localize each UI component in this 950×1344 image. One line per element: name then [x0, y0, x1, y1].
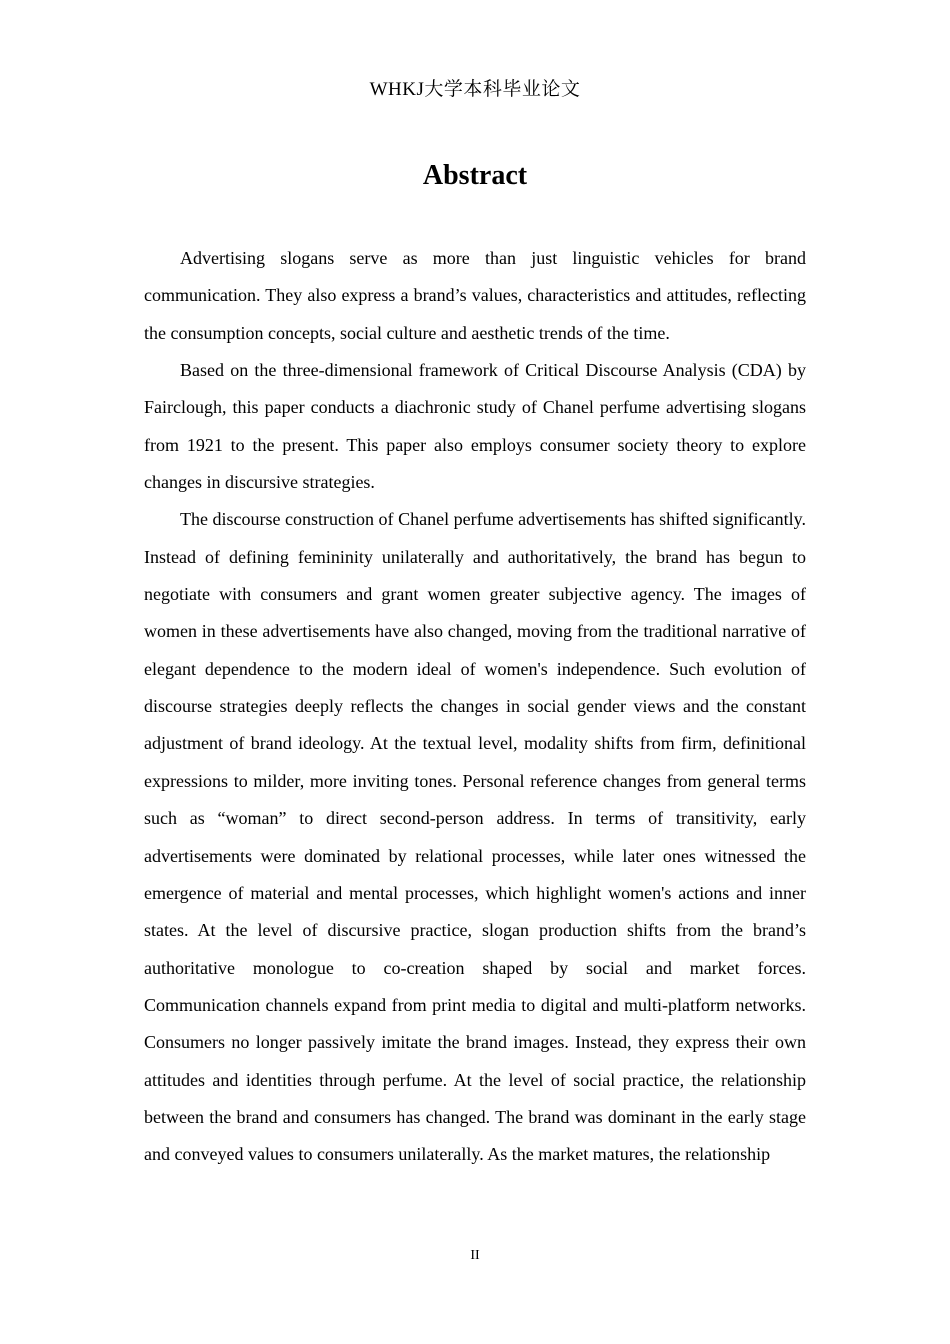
paragraph-1: Advertising slogans serve as more than just linguistic vehicles for brand communication. They also express a brand’s values, characteristics and attitudes, reflecting the consumption concepts, social culture and aesthetic trends of the time. — [144, 248, 806, 343]
paragraph-3: The discourse construction of Chanel perfume advertisements has shifted significantly. Instead of defining femininity unilaterally and authoritatively, the brand has begun to negotiate with consumers and grant women greater subjective agency. The images of women in these advertisements have also changed, moving from the traditional narrative of elegant dependence to the modern ideal of women's independence. Such evolution of discourse strategies deeply reflects the changes in social gender views and the constant adjustment of brand ideology. At the textual level, modality shifts from firm, definitional expressions to milder, more inviting tones. Personal reference changes from general terms such as “woman” to direct second-person address. In terms of transitivity, early advertisements were dominated by relational processes, while later ones witnessed the emergence of material and mental processes, which highlight women's actions and inner states. At the level of discursive practice, slogan production shifts from the brand’s authoritative monologue to co-creation shaped by social and market forces. Communication channels expand from print media to digital and multi-platform networks. Consumers no longer passively imitate the brand images. Instead, they express their own attitudes and identities through perfume. At the level of social practice, the relationship between the brand and consumers has changed. The brand was dominant in the early stage and conveyed values to consumers unilaterally. As the market matures, the relationship — [144, 509, 806, 1165]
abstract-body — [144, 240, 806, 1174]
page-title: Abstract — [422, 160, 528, 191]
page-header: WHKJ大学本科毕业论文 — [369, 79, 581, 100]
page-number: II — [470, 1248, 480, 1263]
paragraph-2: Based on the three-dimensional framework of Critical Discourse Analysis (CDA) by Fairclough, this paper conducts a diachronic study of Chanel perfume advertising slogans from 1921 to the present. This paper also employs consumer society theory to explore changes in discursive strategies. — [144, 360, 806, 493]
